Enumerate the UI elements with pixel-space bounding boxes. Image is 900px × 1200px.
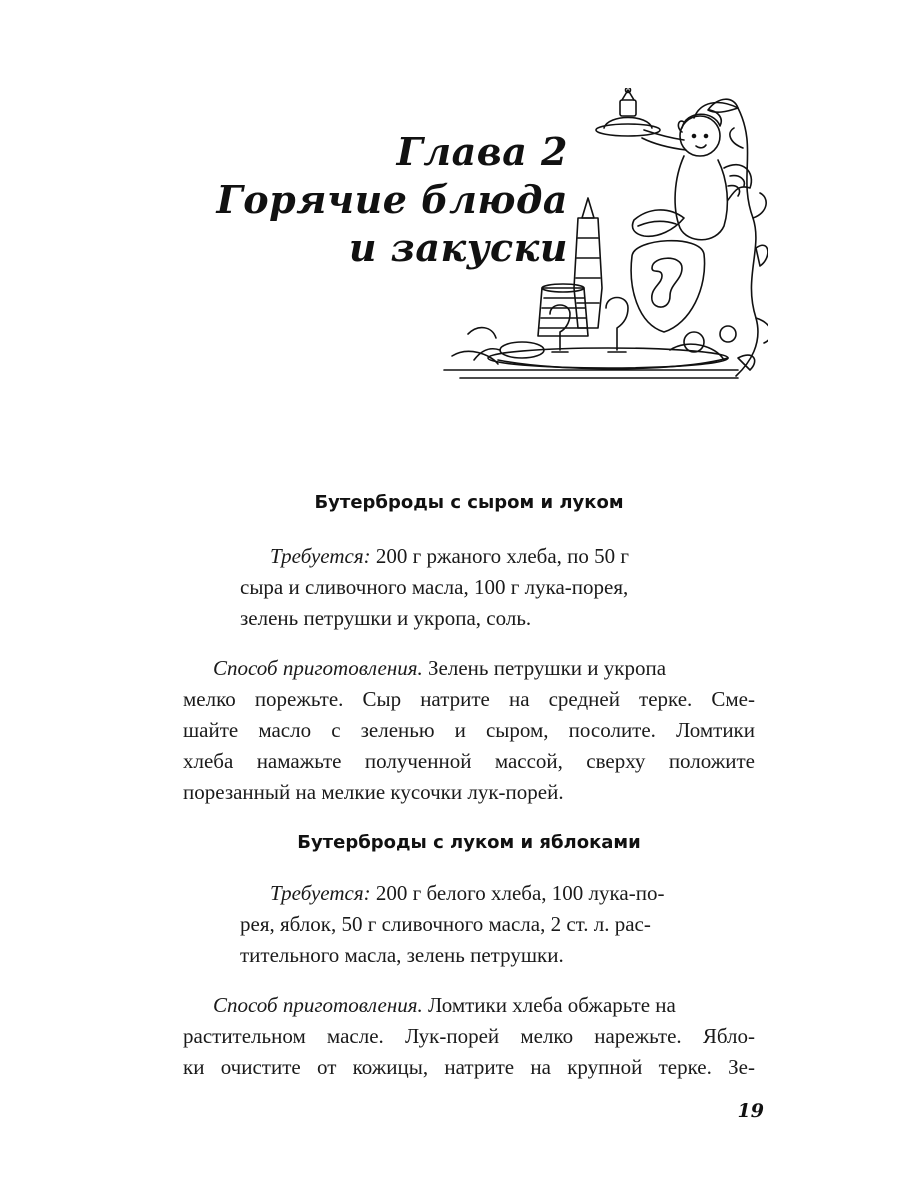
recipe-2-ingredients xyxy=(240,878,710,971)
recipe-1-ingredients xyxy=(240,541,710,634)
method-label: Способ приготовления. xyxy=(213,656,423,680)
chapter-title-line-1: Глава 2 xyxy=(396,129,568,174)
ingredients-line: рея, яблок, 50 г сливочного масла, 2 ст. л. рас- xyxy=(240,912,651,936)
method-line: растительном масле. Лук-порей мелко нарежьте. Ябло- xyxy=(183,1024,755,1048)
ingredients-label: Требуется: xyxy=(270,881,371,905)
recipe-title-1: Бутерброды с сыром и луком xyxy=(314,492,624,513)
method-line: Способ приготовления. Ломтики хлеба обжарьте на xyxy=(213,993,676,1017)
method-line: мелко порежьте. Сыр натрите на средней терке. Сме- xyxy=(183,687,755,711)
method-line: хлеба намажьте полученной массой, сверху положите xyxy=(183,749,755,773)
ingredients-line: зелень петрушки и укропа, соль. xyxy=(240,606,532,630)
ingredients-line: сыра и сливочного масла, 100 г лука-порея, xyxy=(240,575,629,599)
ingredients-line: Требуется: 200 г ржаного хлеба, по 50 г xyxy=(270,544,630,568)
ingredients-line: тительного масла, зелень петрушки. xyxy=(240,943,564,967)
method-label: Способ приготовления. xyxy=(213,993,423,1017)
page-number: 19 xyxy=(737,1100,764,1122)
chapter-title-line-2: Горячие блюда xyxy=(216,177,568,222)
cherub-ornament-illustration xyxy=(438,88,768,388)
ingredients-line: Требуется: 200 г белого хлеба, 100 лука-по- xyxy=(270,881,665,905)
method-line: шайте масло с зеленью и сыром, посолите. Ломтики xyxy=(183,718,755,742)
recipe-title-2: Бутерброды с луком и яблоками xyxy=(297,832,641,853)
method-line: Способ приготовления. Зелень петрушки и укропа xyxy=(213,656,667,680)
chapter-title-line-3: и закуски xyxy=(348,225,568,270)
recipe-2-method xyxy=(183,990,755,1083)
recipe-1-method xyxy=(183,653,755,808)
method-line: порезанный на мелкие кусочки лук-порей. xyxy=(183,780,564,804)
ingredients-label: Требуется: xyxy=(270,544,371,568)
method-line: ки очистите от кожицы, натрите на крупной терке. Зе- xyxy=(183,1055,755,1079)
